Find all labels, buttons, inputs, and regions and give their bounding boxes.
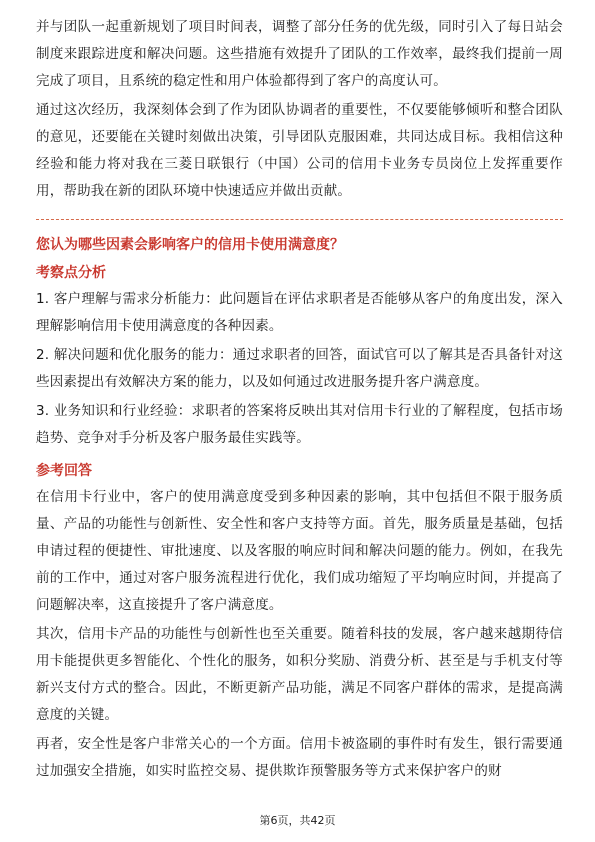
page-number: 第6页，共42页 — [259, 814, 336, 827]
intro-paragraph: 并与团队一起重新规划了项目时间表，调整了部分任务的优先级，同时引入了每日站会制度来跟踪进度和解决问题。这些措施有效提升了团队的工作效率，最终我们提前一周完成了项目，且系统的稳定性和用户体验都得到了客户的高度认可。 — [36, 19, 563, 89]
answer-body — [36, 484, 563, 785]
answer-paragraph: 其次，信用卡产品的功能性与创新性也至关重要。随着科技的发展，客户越来越期待信用卡能提供更多智能化、个性化的服务，如积分奖励、消费分析、甚至是与手机支付等新兴支付方式的整合。因此，不断更新产品功能，满足不同客户群体的需求，是提高满意度的关键。 — [36, 626, 563, 723]
answer-heading: 参考回答 — [36, 463, 92, 479]
answer-paragraph: 再者，安全性是客户非常关心的一个方面。信用卡被盗刷的事件时有发生，银行需要通过加强安全措施，如实时监控交易、提供欺诈预警服务等方式来保护客户的财 — [36, 736, 563, 779]
analysis-item: 1. 客户理解与需求分析能力：此问题旨在评估求职者是否能够从客户的角度出发，深入理解影响信用卡使用满意度的各种因素。 — [36, 291, 563, 334]
analysis-item: 2. 解决问题和优化服务的能力：通过求职者的回答，面试官可以了解其是否具备针对这些因素提出有效解决方案的能力，以及如何通过改进服务提升客户满意度。 — [36, 347, 563, 390]
answer-paragraph: 在信用卡行业中，客户的使用满意度受到多种因素的影响，其中包括但不限于服务质量、产品的功能性与创新性、安全性和客户支持等方面。首先，服务质量是基础，包括申请过程的便捷性、审批速度、以及客服的响应时间和解决问题的能力。例如，在我先前的工作中，通过对客户服务流程进行优化，我们成功缩短了平均响应时间，并提高了问题解决率，这直接提升了客户满意度。 — [36, 489, 563, 613]
intro-section — [36, 14, 563, 205]
question-title: 您认为哪些因素会影响客户的信用卡使用满意度？ — [36, 237, 344, 253]
analysis-list — [36, 286, 563, 452]
analysis-heading: 考察点分析 — [36, 265, 106, 281]
section-divider — [36, 219, 563, 220]
intro-paragraph: 通过这次经历，我深刻体会到了作为团队协调者的重要性，不仅要能够倾听和整合团队的意见，还要能在关键时刻做出决策，引导团队克服困难，共同达成目标。我相信这种经验和能力将对我在三菱日联银行（中国）公司的信用卡业务专员岗位上发挥重要作用，帮助我在新的团队环境中快速适应并做出贡献。 — [36, 102, 563, 199]
analysis-item: 3. 业务知识和行业经验：求职者的答案将反映出其对信用卡行业的了解程度，包括市场趋势、竞争对手分析及客户服务最佳实践等。 — [36, 403, 563, 446]
